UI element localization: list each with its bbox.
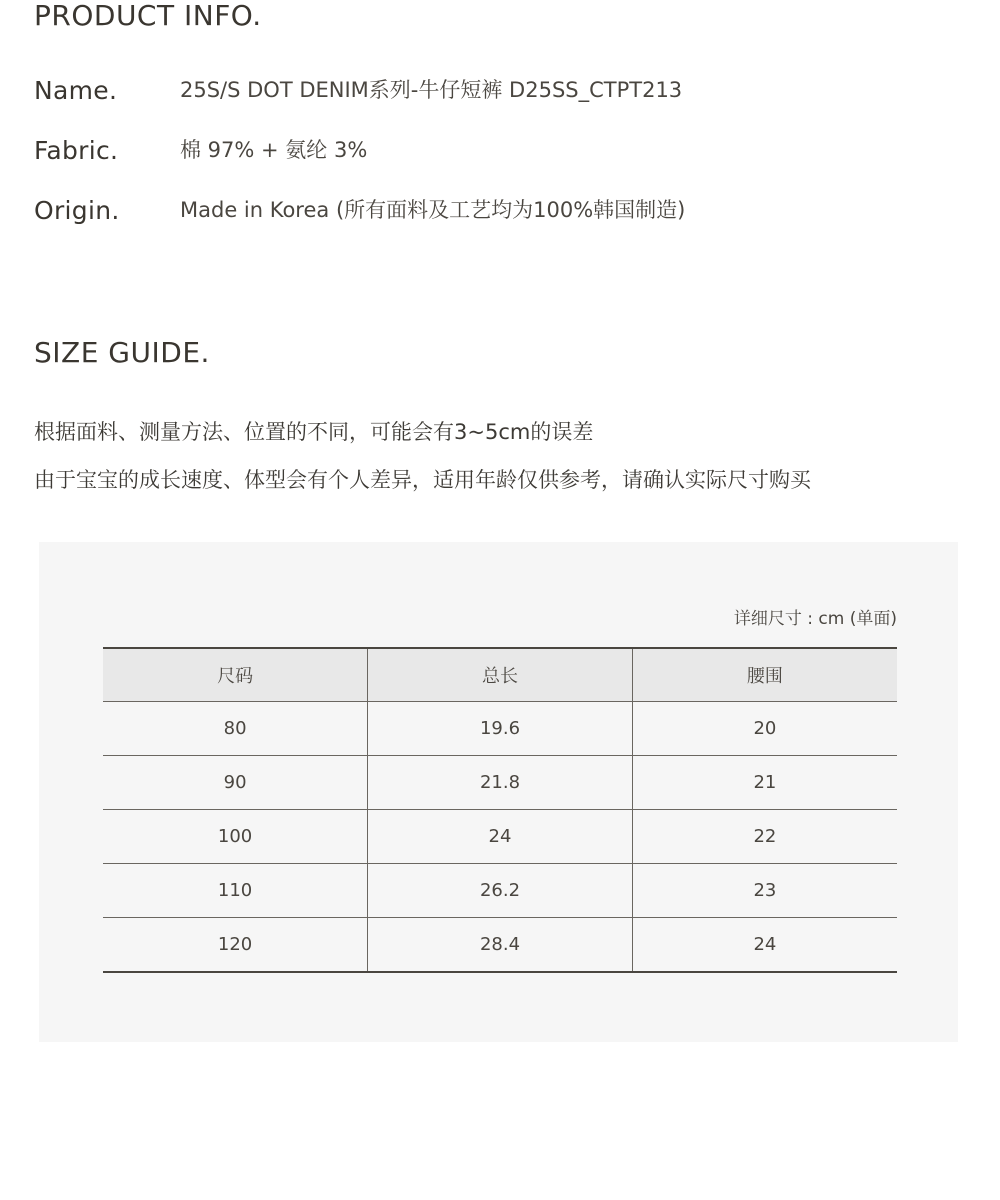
table-row	[103, 810, 897, 864]
cell-total-length: 24	[368, 810, 633, 864]
cell-size: 80	[103, 702, 368, 756]
cell-total-length: 21.8	[368, 756, 633, 810]
cell-size: 110	[103, 864, 368, 918]
name-value: 25S/S DOT DENIM系列-牛仔短裤 D25SS_CTPT213	[180, 78, 683, 102]
origin-value: Made in Korea (所有面料及工艺均为100%韩国制造)	[180, 198, 686, 222]
fabric-value: 棉 97% + 氨纶 3%	[180, 138, 368, 162]
table-header-row	[103, 648, 897, 702]
table-row	[103, 864, 897, 918]
info-row-name	[34, 76, 974, 106]
info-row-fabric	[34, 136, 974, 166]
cell-total-length: 19.6	[368, 702, 633, 756]
table-row	[103, 756, 897, 810]
cell-size: 120	[103, 918, 368, 973]
table-row	[103, 702, 897, 756]
header-total-length: 总长	[368, 648, 633, 702]
header-size: 尺码	[103, 648, 368, 702]
cell-waist: 21	[632, 756, 897, 810]
size-note-age: 由于宝宝的成长速度、体型会有个人差异，适用年龄仅供参考，请确认实际尺寸购买	[34, 468, 811, 492]
size-table-panel	[39, 542, 958, 1042]
origin-label: Origin.	[34, 196, 120, 225]
name-label: Name.	[34, 76, 118, 105]
size-guide-heading: SIZE GUIDE.	[34, 336, 210, 369]
cell-waist: 20	[632, 702, 897, 756]
cell-total-length: 26.2	[368, 864, 633, 918]
size-note-measurement: 根据面料、测量方法、位置的不同，可能会有3~5cm的误差	[34, 420, 594, 444]
table-row	[103, 918, 897, 973]
product-info-heading: PRODUCT INFO.	[34, 0, 262, 32]
cell-total-length: 28.4	[368, 918, 633, 973]
cell-waist: 22	[632, 810, 897, 864]
cell-size: 100	[103, 810, 368, 864]
header-waist: 腰围	[632, 648, 897, 702]
info-row-origin	[34, 196, 974, 226]
cell-size: 90	[103, 756, 368, 810]
unit-label: 详细尺寸 : cm (单面)	[733, 609, 897, 629]
cell-waist: 24	[632, 918, 897, 973]
cell-waist: 23	[632, 864, 897, 918]
size-table	[103, 647, 897, 973]
fabric-label: Fabric.	[34, 136, 119, 165]
